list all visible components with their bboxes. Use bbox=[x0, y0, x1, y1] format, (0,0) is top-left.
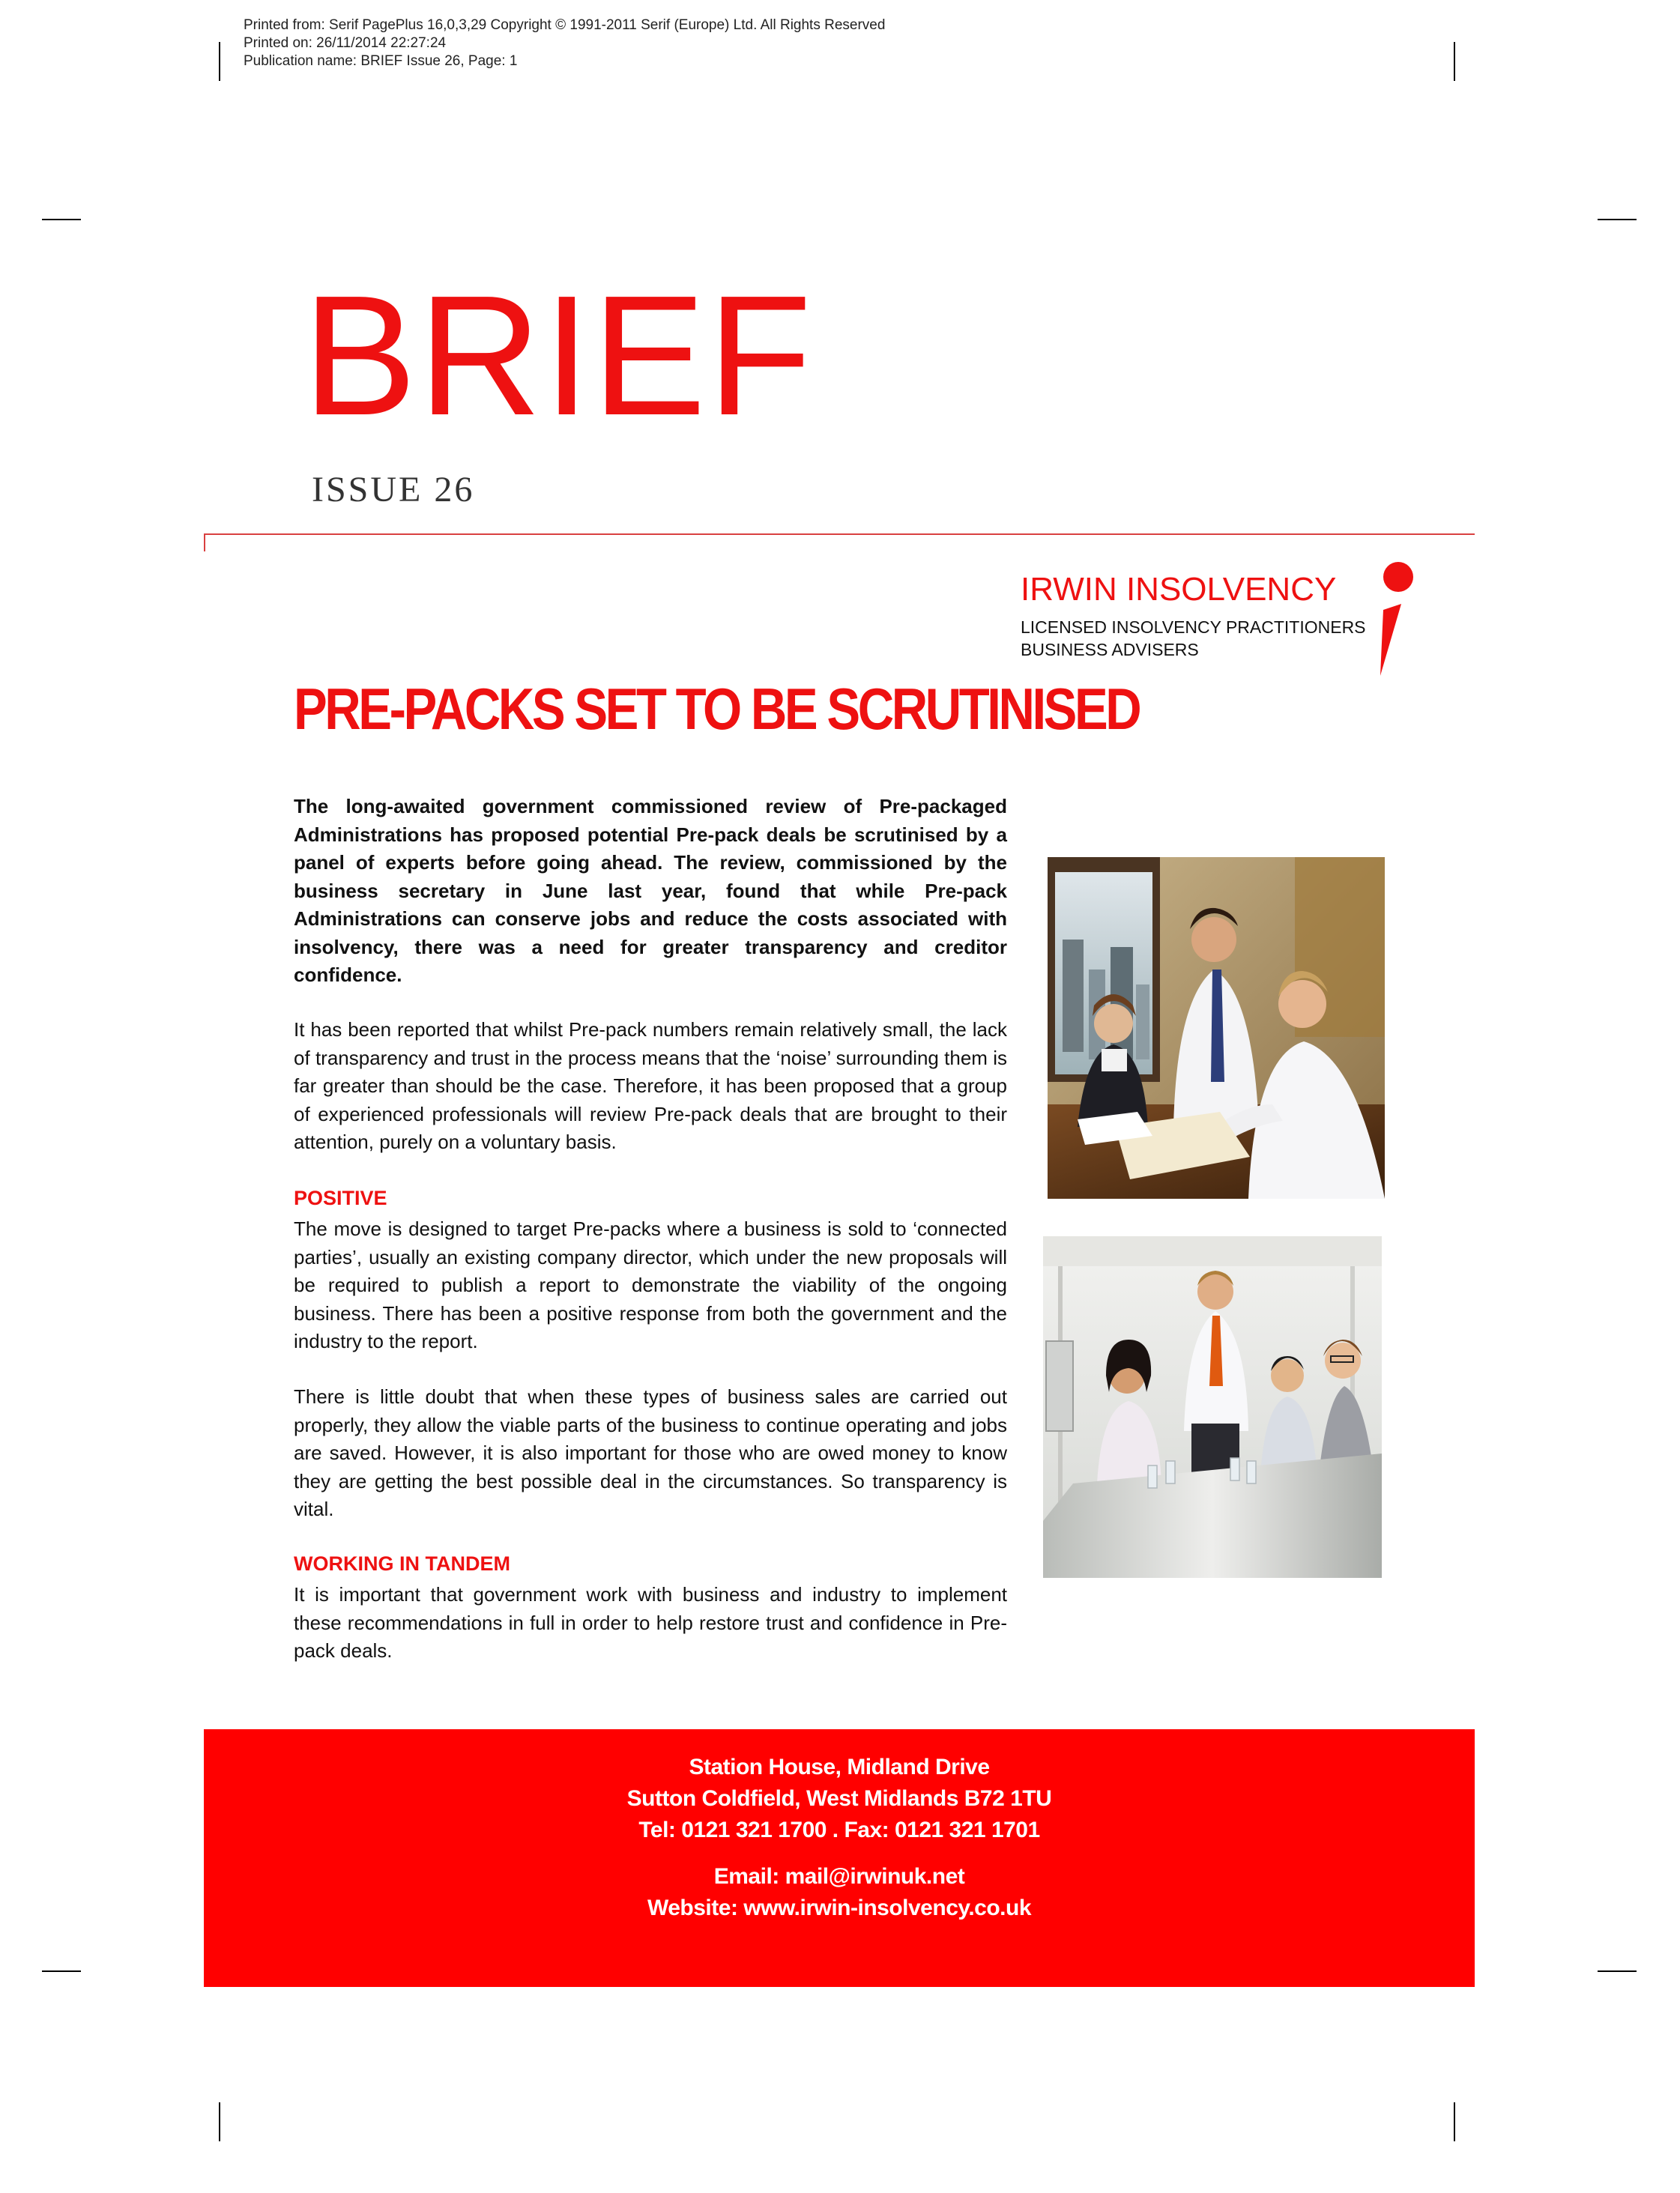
masthead-title: BRIEF bbox=[303, 261, 814, 451]
footer-website[interactable]: Website: www.irwin-insolvency.co.uk bbox=[647, 1896, 1032, 1920]
issue-number: ISSUE 26 bbox=[312, 470, 475, 509]
article-lead bbox=[294, 793, 1007, 990]
crop-mark bbox=[42, 219, 81, 220]
article-paragraph bbox=[294, 1016, 1007, 1157]
body-paragraph: It has been reported that whilst Pre-pack numbers remain relatively small, the lack of transparency and trust in the process means that the ‘noise’ surrounding them is far greater than should be the case. Therefore, it has been proposed that a group of experienced professionals will review Pre-pack deals that are brought to their attention, purely on a voluntary basis. bbox=[294, 1018, 1007, 1153]
footer-email[interactable]: Email: mail@irwinuk.net bbox=[713, 1864, 965, 1889]
footer-phone: Tel: 0121 321 1700 . Fax: 0121 321 1701 bbox=[638, 1818, 1040, 1842]
logo-i-mark-icon bbox=[1376, 559, 1413, 679]
lead-paragraph: The long-awaited government commissioned review of Pre-packaged Administrations has proposed potential Pre-pack deals be scrutinised by a panel of experts before going ahead. The review, commissioned by the business secretary in June last year, found that while Pre-pack Administrations can conserve jobs and reduce the costs associated with insolvency, there was a need for greater transparency and creditor confidence. bbox=[294, 795, 1007, 986]
footer-address-line: Station House, Midland Drive bbox=[689, 1755, 990, 1779]
logo-tagline: LICENSED INSOLVENCY PRACTITIONERS bbox=[1021, 617, 1366, 637]
print-info-line: Printed on: 26/11/2014 22:27:24 bbox=[244, 35, 447, 51]
print-info-line: Publication name: BRIEF Issue 26, Page: 1 bbox=[244, 53, 518, 69]
logo-tagline: BUSINESS ADVISERS bbox=[1021, 640, 1199, 659]
logo-name: IRWIN INSOLVENCY bbox=[1021, 571, 1337, 608]
body-paragraph: There is little doubt that when these types of business sales are carried out properly, they allow the viable parts of the business to continue operating and jobs are saved. However, it is also important for those who are owed money to know they are getting the best possible deal in the circumstances. So transparency is vital. bbox=[294, 1385, 1007, 1520]
crop-mark bbox=[1454, 42, 1455, 81]
section-heading: WORKING IN TANDEM bbox=[294, 1552, 510, 1575]
masthead-rule-tick bbox=[204, 533, 205, 551]
crop-mark bbox=[1598, 219, 1637, 220]
team-meeting-photo bbox=[1043, 1236, 1382, 1578]
crop-mark bbox=[1454, 2102, 1455, 2141]
crop-mark bbox=[219, 2102, 220, 2141]
crop-mark bbox=[219, 42, 220, 81]
masthead-rule bbox=[204, 533, 1475, 535]
footer-address-line: Sutton Coldfield, West Midlands B72 1TU bbox=[626, 1786, 1052, 1811]
contact-footer bbox=[204, 1729, 1475, 1987]
article-paragraph bbox=[294, 1581, 1007, 1666]
crop-mark bbox=[42, 1970, 81, 1972]
article-paragraph bbox=[294, 1383, 1007, 1524]
office-meeting-photo bbox=[1048, 857, 1385, 1199]
print-info-line: Printed from: Serif PagePlus 16,0,3,29 Copyright © 1991-2011 Serif (Europe) Ltd. All Rights Reserved bbox=[244, 17, 886, 33]
article-paragraph bbox=[294, 1215, 1007, 1356]
body-paragraph: The move is designed to target Pre-packs where a business is sold to ‘connected parties’, usually an existing company director, which under the new proposals will be required to publish a report to demonstrate the viability of the ongoing business. There has been a positive response from both the government and the industry to the report. bbox=[294, 1218, 1007, 1352]
body-paragraph: It is important that government work with business and industry to implement these recommendations in full in order to help restore trust and confidence in Pre-pack deals. bbox=[294, 1583, 1007, 1662]
article-headline: PRE-PACKS SET TO BE SCRUTINISED bbox=[294, 676, 1140, 742]
crop-mark bbox=[1598, 1970, 1637, 1972]
section-heading: POSITIVE bbox=[294, 1187, 387, 1209]
print-info bbox=[244, 16, 885, 70]
